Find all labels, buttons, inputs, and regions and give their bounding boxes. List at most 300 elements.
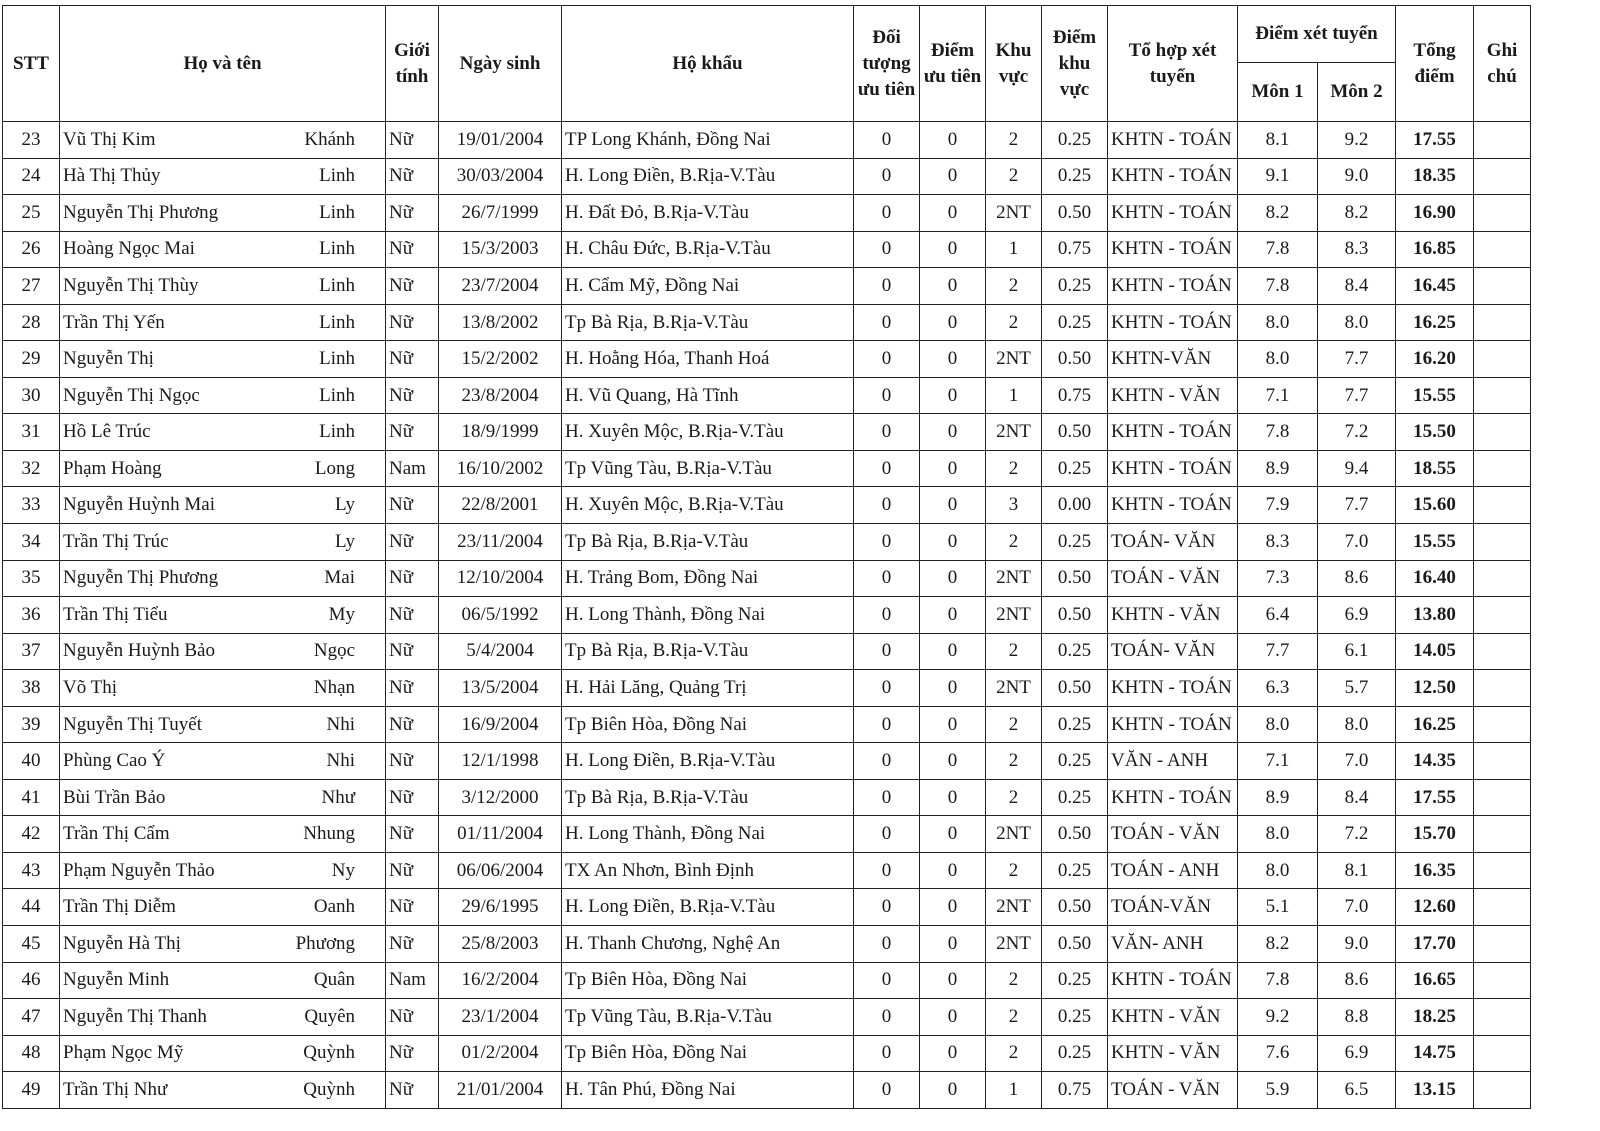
cell-stt: 31 <box>3 414 60 451</box>
cell-last-middle-name: Trần Thị Cẩm <box>63 823 170 845</box>
cell-dob: 21/01/2004 <box>439 1072 562 1109</box>
cell-first-name: Oanh <box>313 896 355 918</box>
cell-combo: KHTN - VĂN <box>1108 999 1238 1036</box>
cell-priority-score: 0 <box>920 926 986 963</box>
cell-first-name: Ly <box>334 494 355 516</box>
cell-priority-group: 0 <box>854 122 920 159</box>
cell-region-score: 0.50 <box>1042 926 1108 963</box>
cell-priority-group: 0 <box>854 670 920 707</box>
cell-hometown: H. Long Thành, Đồng Nai <box>562 597 854 634</box>
cell-dob: 23/8/2004 <box>439 377 562 414</box>
cell-priority-score: 0 <box>920 158 986 195</box>
cell-subject2: 6.1 <box>1318 633 1396 670</box>
cell-stt: 36 <box>3 597 60 634</box>
cell-last-middle-name: Nguyễn Thị Tuyết <box>63 713 203 735</box>
cell-last-middle-name: Nguyễn Thị Thanh <box>63 1005 207 1027</box>
cell-priority-score: 0 <box>920 524 986 561</box>
cell-region: 2 <box>986 524 1042 561</box>
cell-note <box>1474 304 1531 341</box>
cell-priority-score: 0 <box>920 779 986 816</box>
cell-first-name: Linh <box>319 274 355 296</box>
cell-gender: Nữ <box>386 1072 439 1109</box>
cell-priority-score: 0 <box>920 268 986 305</box>
cell-total: 16.40 <box>1396 560 1474 597</box>
cell-priority-group: 0 <box>854 377 920 414</box>
cell-dob: 12/1/1998 <box>439 743 562 780</box>
cell-region: 2NT <box>986 560 1042 597</box>
cell-combo: KHTN - TOÁN <box>1108 231 1238 268</box>
cell-last-middle-name: Nguyễn Thị Ngọc <box>63 384 200 406</box>
cell-region-score: 0.25 <box>1042 852 1108 889</box>
cell-total: 14.35 <box>1396 743 1474 780</box>
cell-hometown: Tp Bà Rịa, B.Rịa-V.Tàu <box>562 524 854 561</box>
cell-dob: 15/3/2003 <box>439 231 562 268</box>
cell-subject2: 8.1 <box>1318 852 1396 889</box>
cell-name <box>60 1072 386 1109</box>
cell-subject1: 8.0 <box>1238 852 1318 889</box>
cell-total: 12.50 <box>1396 670 1474 707</box>
cell-last-middle-name: Nguyễn Huỳnh Mai <box>63 494 215 516</box>
cell-subject2: 8.4 <box>1318 268 1396 305</box>
table-row <box>3 852 1531 889</box>
cell-subject2: 6.9 <box>1318 597 1396 634</box>
cell-subject1: 7.3 <box>1238 560 1318 597</box>
cell-priority-score: 0 <box>920 706 986 743</box>
cell-region: 2NT <box>986 597 1042 634</box>
cell-name <box>60 122 386 159</box>
cell-subject1: 8.0 <box>1238 304 1318 341</box>
cell-name <box>60 670 386 707</box>
cell-first-name: Nhung <box>303 823 355 845</box>
cell-subject1: 8.2 <box>1238 926 1318 963</box>
cell-priority-group: 0 <box>854 779 920 816</box>
cell-name <box>60 268 386 305</box>
table-row <box>3 122 1531 159</box>
cell-note <box>1474 341 1531 378</box>
cell-name <box>60 706 386 743</box>
cell-stt: 29 <box>3 341 60 378</box>
cell-note <box>1474 195 1531 232</box>
cell-total: 18.55 <box>1396 450 1474 487</box>
cell-hometown: H. Đất Đỏ, B.Rịa-V.Tàu <box>562 195 854 232</box>
cell-dob: 23/1/2004 <box>439 999 562 1036</box>
cell-region-score: 0.25 <box>1042 304 1108 341</box>
cell-subject2: 6.5 <box>1318 1072 1396 1109</box>
cell-stt: 26 <box>3 231 60 268</box>
cell-hometown: H. Cẩm Mỹ, Đồng Nai <box>562 268 854 305</box>
cell-stt: 35 <box>3 560 60 597</box>
cell-region: 2 <box>986 633 1042 670</box>
cell-total: 18.25 <box>1396 999 1474 1036</box>
cell-last-middle-name: Nguyễn Thị <box>63 348 154 370</box>
cell-subject2: 8.3 <box>1318 231 1396 268</box>
cell-last-middle-name: Nguyễn Minh <box>63 969 170 991</box>
cell-note <box>1474 816 1531 853</box>
cell-name <box>60 341 386 378</box>
header-name: Họ và tên <box>60 6 386 122</box>
cell-region: 1 <box>986 1072 1042 1109</box>
cell-dob: 01/2/2004 <box>439 1035 562 1072</box>
table-row <box>3 999 1531 1036</box>
cell-subject2: 8.6 <box>1318 962 1396 999</box>
cell-note <box>1474 450 1531 487</box>
cell-combo: TOÁN- VĂN <box>1108 524 1238 561</box>
table-row <box>3 341 1531 378</box>
cell-combo: KHTN - TOÁN <box>1108 122 1238 159</box>
cell-first-name: Ngọc <box>313 640 355 662</box>
cell-region: 2 <box>986 304 1042 341</box>
cell-dob: 18/9/1999 <box>439 414 562 451</box>
cell-priority-score: 0 <box>920 560 986 597</box>
cell-priority-group: 0 <box>854 560 920 597</box>
cell-subject2: 7.7 <box>1318 487 1396 524</box>
cell-last-middle-name: Nguyễn Thị Phương <box>63 567 219 589</box>
cell-total: 16.45 <box>1396 268 1474 305</box>
cell-gender: Nữ <box>386 633 439 670</box>
cell-note <box>1474 889 1531 926</box>
cell-subject2: 7.2 <box>1318 816 1396 853</box>
cell-dob: 22/8/2001 <box>439 487 562 524</box>
cell-subject2: 7.7 <box>1318 377 1396 414</box>
cell-region: 2NT <box>986 670 1042 707</box>
cell-region-score: 0.50 <box>1042 560 1108 597</box>
cell-region-score: 0.25 <box>1042 524 1108 561</box>
cell-combo: KHTN - TOÁN <box>1108 962 1238 999</box>
cell-total: 16.35 <box>1396 852 1474 889</box>
cell-combo: KHTN - TOÁN <box>1108 304 1238 341</box>
cell-gender: Nữ <box>386 706 439 743</box>
cell-name <box>60 633 386 670</box>
cell-subject1: 6.3 <box>1238 670 1318 707</box>
cell-combo: TOÁN - VĂN <box>1108 560 1238 597</box>
cell-gender: Nữ <box>386 670 439 707</box>
table-row <box>3 304 1531 341</box>
cell-stt: 23 <box>3 122 60 159</box>
cell-dob: 3/12/2000 <box>439 779 562 816</box>
cell-last-middle-name: Nguyễn Thị Phương <box>63 201 219 223</box>
header-admission-scores: Điểm xét tuyển <box>1238 6 1396 63</box>
cell-subject1: 7.1 <box>1238 377 1318 414</box>
cell-subject2: 8.0 <box>1318 304 1396 341</box>
cell-total: 16.20 <box>1396 341 1474 378</box>
cell-priority-group: 0 <box>854 889 920 926</box>
cell-priority-score: 0 <box>920 304 986 341</box>
cell-combo: TOÁN - ANH <box>1108 852 1238 889</box>
cell-priority-score: 0 <box>920 889 986 926</box>
cell-name <box>60 743 386 780</box>
table-row <box>3 816 1531 853</box>
cell-gender: Nữ <box>386 816 439 853</box>
cell-gender: Nữ <box>386 743 439 780</box>
header-subject1: Môn 1 <box>1238 63 1318 122</box>
header-region: Khu vực <box>986 6 1042 122</box>
cell-subject2: 8.6 <box>1318 560 1396 597</box>
cell-dob: 30/03/2004 <box>439 158 562 195</box>
cell-region-score: 0.25 <box>1042 158 1108 195</box>
cell-name <box>60 852 386 889</box>
cell-hometown: Tp Bà Rịa, B.Rịa-V.Tàu <box>562 633 854 670</box>
cell-note <box>1474 926 1531 963</box>
cell-region-score: 0.75 <box>1042 1072 1108 1109</box>
cell-priority-score: 0 <box>920 341 986 378</box>
cell-stt: 43 <box>3 852 60 889</box>
cell-stt: 24 <box>3 158 60 195</box>
cell-region: 2 <box>986 962 1042 999</box>
cell-subject1: 7.8 <box>1238 268 1318 305</box>
cell-priority-group: 0 <box>854 195 920 232</box>
cell-first-name: Quỳnh <box>303 1079 355 1101</box>
cell-subject1: 5.1 <box>1238 889 1318 926</box>
cell-region-score: 0.50 <box>1042 597 1108 634</box>
cell-priority-group: 0 <box>854 341 920 378</box>
cell-combo: KHTN-VĂN <box>1108 341 1238 378</box>
cell-stt: 46 <box>3 962 60 999</box>
cell-name <box>60 450 386 487</box>
cell-subject2: 5.7 <box>1318 670 1396 707</box>
header-region-score: Điểm khu vực <box>1042 6 1108 122</box>
cell-dob: 06/5/1992 <box>439 597 562 634</box>
cell-gender: Nữ <box>386 889 439 926</box>
cell-combo: KHTN - TOÁN <box>1108 487 1238 524</box>
cell-gender: Nữ <box>386 122 439 159</box>
cell-gender: Nữ <box>386 377 439 414</box>
table-row <box>3 560 1531 597</box>
cell-total: 16.90 <box>1396 195 1474 232</box>
cell-first-name: Quỳnh <box>303 1042 355 1064</box>
cell-subject1: 7.7 <box>1238 633 1318 670</box>
cell-combo: VĂN - ANH <box>1108 743 1238 780</box>
cell-hometown: H. Châu Đức, B.Rịa-V.Tàu <box>562 231 854 268</box>
cell-total: 12.60 <box>1396 889 1474 926</box>
cell-hometown: H. Long Điền, B.Rịa-V.Tàu <box>562 743 854 780</box>
cell-note <box>1474 1035 1531 1072</box>
cell-region: 2 <box>986 450 1042 487</box>
header-hometown: Hộ khẩu <box>562 6 854 122</box>
cell-first-name: Linh <box>319 384 355 406</box>
cell-total: 15.55 <box>1396 377 1474 414</box>
cell-dob: 29/6/1995 <box>439 889 562 926</box>
cell-total: 15.60 <box>1396 487 1474 524</box>
cell-subject2: 9.0 <box>1318 926 1396 963</box>
cell-hometown: Tp Bà Rịa, B.Rịa-V.Tàu <box>562 304 854 341</box>
cell-gender: Nữ <box>386 304 439 341</box>
cell-subject1: 8.0 <box>1238 706 1318 743</box>
table-row <box>3 1035 1531 1072</box>
cell-first-name: Ny <box>331 859 355 881</box>
table-row <box>3 414 1531 451</box>
cell-priority-group: 0 <box>854 597 920 634</box>
cell-subject1: 8.0 <box>1238 341 1318 378</box>
cell-subject2: 6.9 <box>1318 1035 1396 1072</box>
cell-region-score: 0.50 <box>1042 816 1108 853</box>
cell-note <box>1474 597 1531 634</box>
cell-hometown: Tp Biên Hòa, Đồng Nai <box>562 962 854 999</box>
cell-combo: KHTN - TOÁN <box>1108 414 1238 451</box>
cell-note <box>1474 999 1531 1036</box>
cell-gender: Nữ <box>386 487 439 524</box>
cell-gender: Nữ <box>386 852 439 889</box>
cell-stt: 37 <box>3 633 60 670</box>
cell-last-middle-name: Phùng Cao Ý <box>63 750 166 772</box>
cell-total: 17.55 <box>1396 779 1474 816</box>
table-row <box>3 1072 1531 1109</box>
cell-last-middle-name: Trần Thị Tiểu <box>63 603 168 625</box>
cell-note <box>1474 779 1531 816</box>
header-subject2: Môn 2 <box>1318 63 1396 122</box>
cell-first-name: My <box>328 603 355 625</box>
cell-first-name: Linh <box>319 201 355 223</box>
cell-name <box>60 487 386 524</box>
cell-hometown: H. Long Điền, B.Rịa-V.Tàu <box>562 889 854 926</box>
cell-priority-group: 0 <box>854 268 920 305</box>
cell-hometown: H. Hoằng Hóa, Thanh Hoá <box>562 341 854 378</box>
table-row <box>3 926 1531 963</box>
cell-last-middle-name: Võ Thị <box>63 676 118 698</box>
cell-region-score: 0.25 <box>1042 450 1108 487</box>
cell-last-middle-name: Hồ Lê Trúc <box>63 421 151 443</box>
cell-total: 16.65 <box>1396 962 1474 999</box>
cell-name <box>60 779 386 816</box>
cell-note <box>1474 377 1531 414</box>
cell-combo: KHTN - TOÁN <box>1108 706 1238 743</box>
cell-stt: 49 <box>3 1072 60 1109</box>
cell-note <box>1474 122 1531 159</box>
cell-note <box>1474 633 1531 670</box>
cell-stt: 25 <box>3 195 60 232</box>
cell-priority-score: 0 <box>920 122 986 159</box>
cell-region: 2 <box>986 1035 1042 1072</box>
cell-first-name: Như <box>321 786 355 808</box>
cell-priority-group: 0 <box>854 1072 920 1109</box>
cell-total: 14.75 <box>1396 1035 1474 1072</box>
cell-region-score: 0.25 <box>1042 122 1108 159</box>
header-dob: Ngày sinh <box>439 6 562 122</box>
cell-priority-group: 0 <box>854 926 920 963</box>
cell-subject1: 7.8 <box>1238 414 1318 451</box>
cell-first-name: Phương <box>295 932 355 954</box>
cell-stt: 27 <box>3 268 60 305</box>
cell-subject1: 7.1 <box>1238 743 1318 780</box>
cell-region-score: 0.75 <box>1042 231 1108 268</box>
cell-stt: 30 <box>3 377 60 414</box>
cell-gender: Nữ <box>386 779 439 816</box>
cell-first-name: Linh <box>319 165 355 187</box>
cell-note <box>1474 268 1531 305</box>
cell-stt: 45 <box>3 926 60 963</box>
cell-note <box>1474 231 1531 268</box>
cell-last-middle-name: Nguyễn Hà Thị <box>63 932 181 954</box>
cell-total: 13.80 <box>1396 597 1474 634</box>
cell-dob: 06/06/2004 <box>439 852 562 889</box>
cell-gender: Nữ <box>386 414 439 451</box>
cell-region-score: 0.00 <box>1042 487 1108 524</box>
cell-name <box>60 816 386 853</box>
cell-last-middle-name: Phạm Hoàng <box>63 457 162 479</box>
cell-gender: Nữ <box>386 341 439 378</box>
cell-priority-score: 0 <box>920 852 986 889</box>
cell-dob: 16/9/2004 <box>439 706 562 743</box>
cell-stt: 34 <box>3 524 60 561</box>
cell-subject1: 6.4 <box>1238 597 1318 634</box>
cell-hometown: H. Trảng Bom, Đồng Nai <box>562 560 854 597</box>
cell-subject2: 8.2 <box>1318 195 1396 232</box>
cell-note <box>1474 852 1531 889</box>
cell-note <box>1474 560 1531 597</box>
cell-region: 2NT <box>986 195 1042 232</box>
cell-stt: 42 <box>3 816 60 853</box>
cell-first-name: Nhạn <box>313 676 355 698</box>
cell-combo: VĂN- ANH <box>1108 926 1238 963</box>
cell-priority-score: 0 <box>920 195 986 232</box>
cell-region: 1 <box>986 377 1042 414</box>
cell-note <box>1474 706 1531 743</box>
cell-priority-score: 0 <box>920 450 986 487</box>
cell-priority-score: 0 <box>920 231 986 268</box>
table-row <box>3 670 1531 707</box>
cell-subject2: 8.0 <box>1318 706 1396 743</box>
cell-region-score: 0.50 <box>1042 341 1108 378</box>
cell-region-score: 0.25 <box>1042 706 1108 743</box>
cell-gender: Nữ <box>386 999 439 1036</box>
cell-subject2: 9.0 <box>1318 158 1396 195</box>
cell-region-score: 0.25 <box>1042 962 1108 999</box>
cell-total: 16.25 <box>1396 706 1474 743</box>
cell-hometown: H. Long Điền, B.Rịa-V.Tàu <box>562 158 854 195</box>
cell-name <box>60 889 386 926</box>
cell-dob: 23/11/2004 <box>439 524 562 561</box>
cell-stt: 32 <box>3 450 60 487</box>
cell-last-middle-name: Trần Thị Trúc <box>63 530 169 552</box>
cell-combo: KHTN - TOÁN <box>1108 670 1238 707</box>
cell-hometown: H. Xuyên Mộc, B.Rịa-V.Tàu <box>562 487 854 524</box>
cell-dob: 23/7/2004 <box>439 268 562 305</box>
table-row <box>3 450 1531 487</box>
cell-hometown: Tp Vũng Tàu, B.Rịa-V.Tàu <box>562 999 854 1036</box>
cell-priority-group: 0 <box>854 706 920 743</box>
cell-note <box>1474 158 1531 195</box>
cell-first-name: Quân <box>313 969 355 991</box>
cell-dob: 13/8/2002 <box>439 304 562 341</box>
cell-region: 2 <box>986 852 1042 889</box>
cell-region: 2NT <box>986 816 1042 853</box>
cell-combo: KHTN - TOÁN <box>1108 158 1238 195</box>
cell-stt: 40 <box>3 743 60 780</box>
candidate-table <box>2 5 1531 1109</box>
cell-first-name: Linh <box>319 421 355 443</box>
cell-last-middle-name: Trần Thị Như <box>63 1079 168 1101</box>
cell-dob: 12/10/2004 <box>439 560 562 597</box>
cell-hometown: H. Thanh Chương, Nghệ An <box>562 926 854 963</box>
cell-stt: 33 <box>3 487 60 524</box>
cell-region-score: 0.25 <box>1042 1035 1108 1072</box>
cell-dob: 16/2/2004 <box>439 962 562 999</box>
header-priority-score: Điểm ưu tiên <box>920 6 986 122</box>
cell-hometown: Tp Bà Rịa, B.Rịa-V.Tàu <box>562 779 854 816</box>
table-row <box>3 889 1531 926</box>
cell-total: 15.70 <box>1396 816 1474 853</box>
cell-total: 14.05 <box>1396 633 1474 670</box>
cell-priority-group: 0 <box>854 743 920 780</box>
cell-name <box>60 158 386 195</box>
cell-last-middle-name: Bùi Trần Bảo <box>63 786 166 808</box>
cell-dob: 5/4/2004 <box>439 633 562 670</box>
cell-subject2: 8.8 <box>1318 999 1396 1036</box>
cell-gender: Nam <box>386 450 439 487</box>
cell-total: 16.85 <box>1396 231 1474 268</box>
cell-hometown: H. Long Thành, Đồng Nai <box>562 816 854 853</box>
cell-first-name: Linh <box>319 311 355 333</box>
cell-region: 1 <box>986 231 1042 268</box>
